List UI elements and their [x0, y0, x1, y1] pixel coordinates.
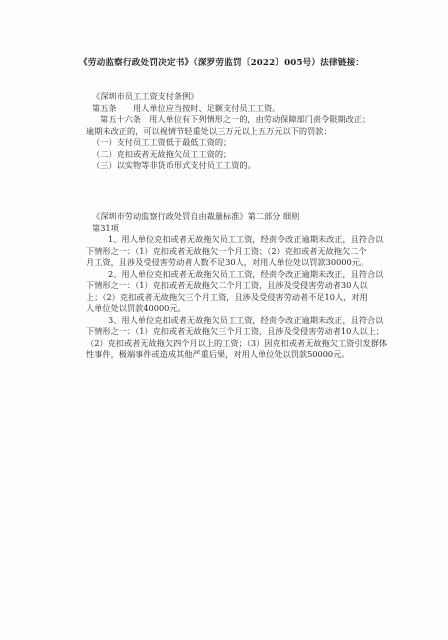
clause-1-line-1: 1、用人单位克扣或者无故拖欠员工工资，经责令改正逾期未改正，且符合以	[108, 234, 384, 244]
article-56-line-1: 第五十六条 用人单位有下列情形之一的，由劳动保障部门责令限期改正；	[100, 114, 371, 124]
clause-3-line-1: 3、用人单位克扣或者无故拖欠员工工资，经责令改正逾期未改正，且符合以	[108, 314, 384, 325]
clause-2-line-2: 下情形之一：（1）克扣或者无故拖欠二个月工资，且涉及受侵害劳动者30人以	[86, 280, 368, 290]
clause-2-line-4: 人单位处以罚款40000元。	[86, 303, 186, 313]
penalty-standard-section	[86, 211, 412, 361]
document-heading: 《劳动监察行政处罚决定书》（深罗劳监罚〔2022〕005号）法律链接：	[79, 58, 365, 68]
clause-1-line-2: 下情形之一：（1）克扣或者无故拖欠一个月工资；（2）克扣或者无故拖欠二个	[86, 245, 367, 256]
standard-source-title: 《深圳市劳动监察行政处罚自由裁量标准》第二部分 细则	[92, 211, 300, 221]
clause-1-line-3: 月工资，且涉及受侵害劳动者人数不足30人，对用人单位处以罚款30000元。	[86, 257, 369, 267]
item-number: 第31项	[92, 222, 119, 233]
article-5-text: 第五条 用人单位应当按时、足额支付员工工资。	[92, 102, 281, 113]
clause-3-line-3: （2）克扣或者无故拖欠四个月以上的工资；（3）因克扣或者无故拖欠工资引发群体	[86, 337, 388, 348]
clause-3-line-2: 下情形之一：（1）克扣或者无故拖欠三个月工资，且涉及受侵害劳动者10人以上；	[86, 326, 385, 336]
article-56-line-2: 逾期未改正的，可以视情节轻重处以三万元以上五万元以下的罚款：	[86, 125, 332, 136]
article-56-item-2: （二）克扣或者无故拖欠员工工资的；	[92, 148, 232, 159]
article-56-item-3: （三）以实物等非货币形式支付员工工资的。	[92, 160, 256, 170]
article-56-item-1: （一）支付员工工资低于最低工资的；	[92, 137, 232, 147]
clause-2-line-1: 2、用人单位克扣或者无故拖欠员工工资，经责令改正逾期未改正，且符合以	[108, 268, 384, 279]
regulation-source-title: 《深圳市员工工资支付条例》	[92, 91, 199, 101]
clause-3-line-4: 性事件，极端事件或造成其他严重后果，对用人单位处以罚款50000元。	[86, 349, 350, 359]
clause-2-line-3: 上；（2）克扣或者无故拖欠三个月工资，且涉及受侵害劳动者不足10人，对用	[86, 291, 368, 302]
wage-regulation-section	[86, 91, 412, 172]
